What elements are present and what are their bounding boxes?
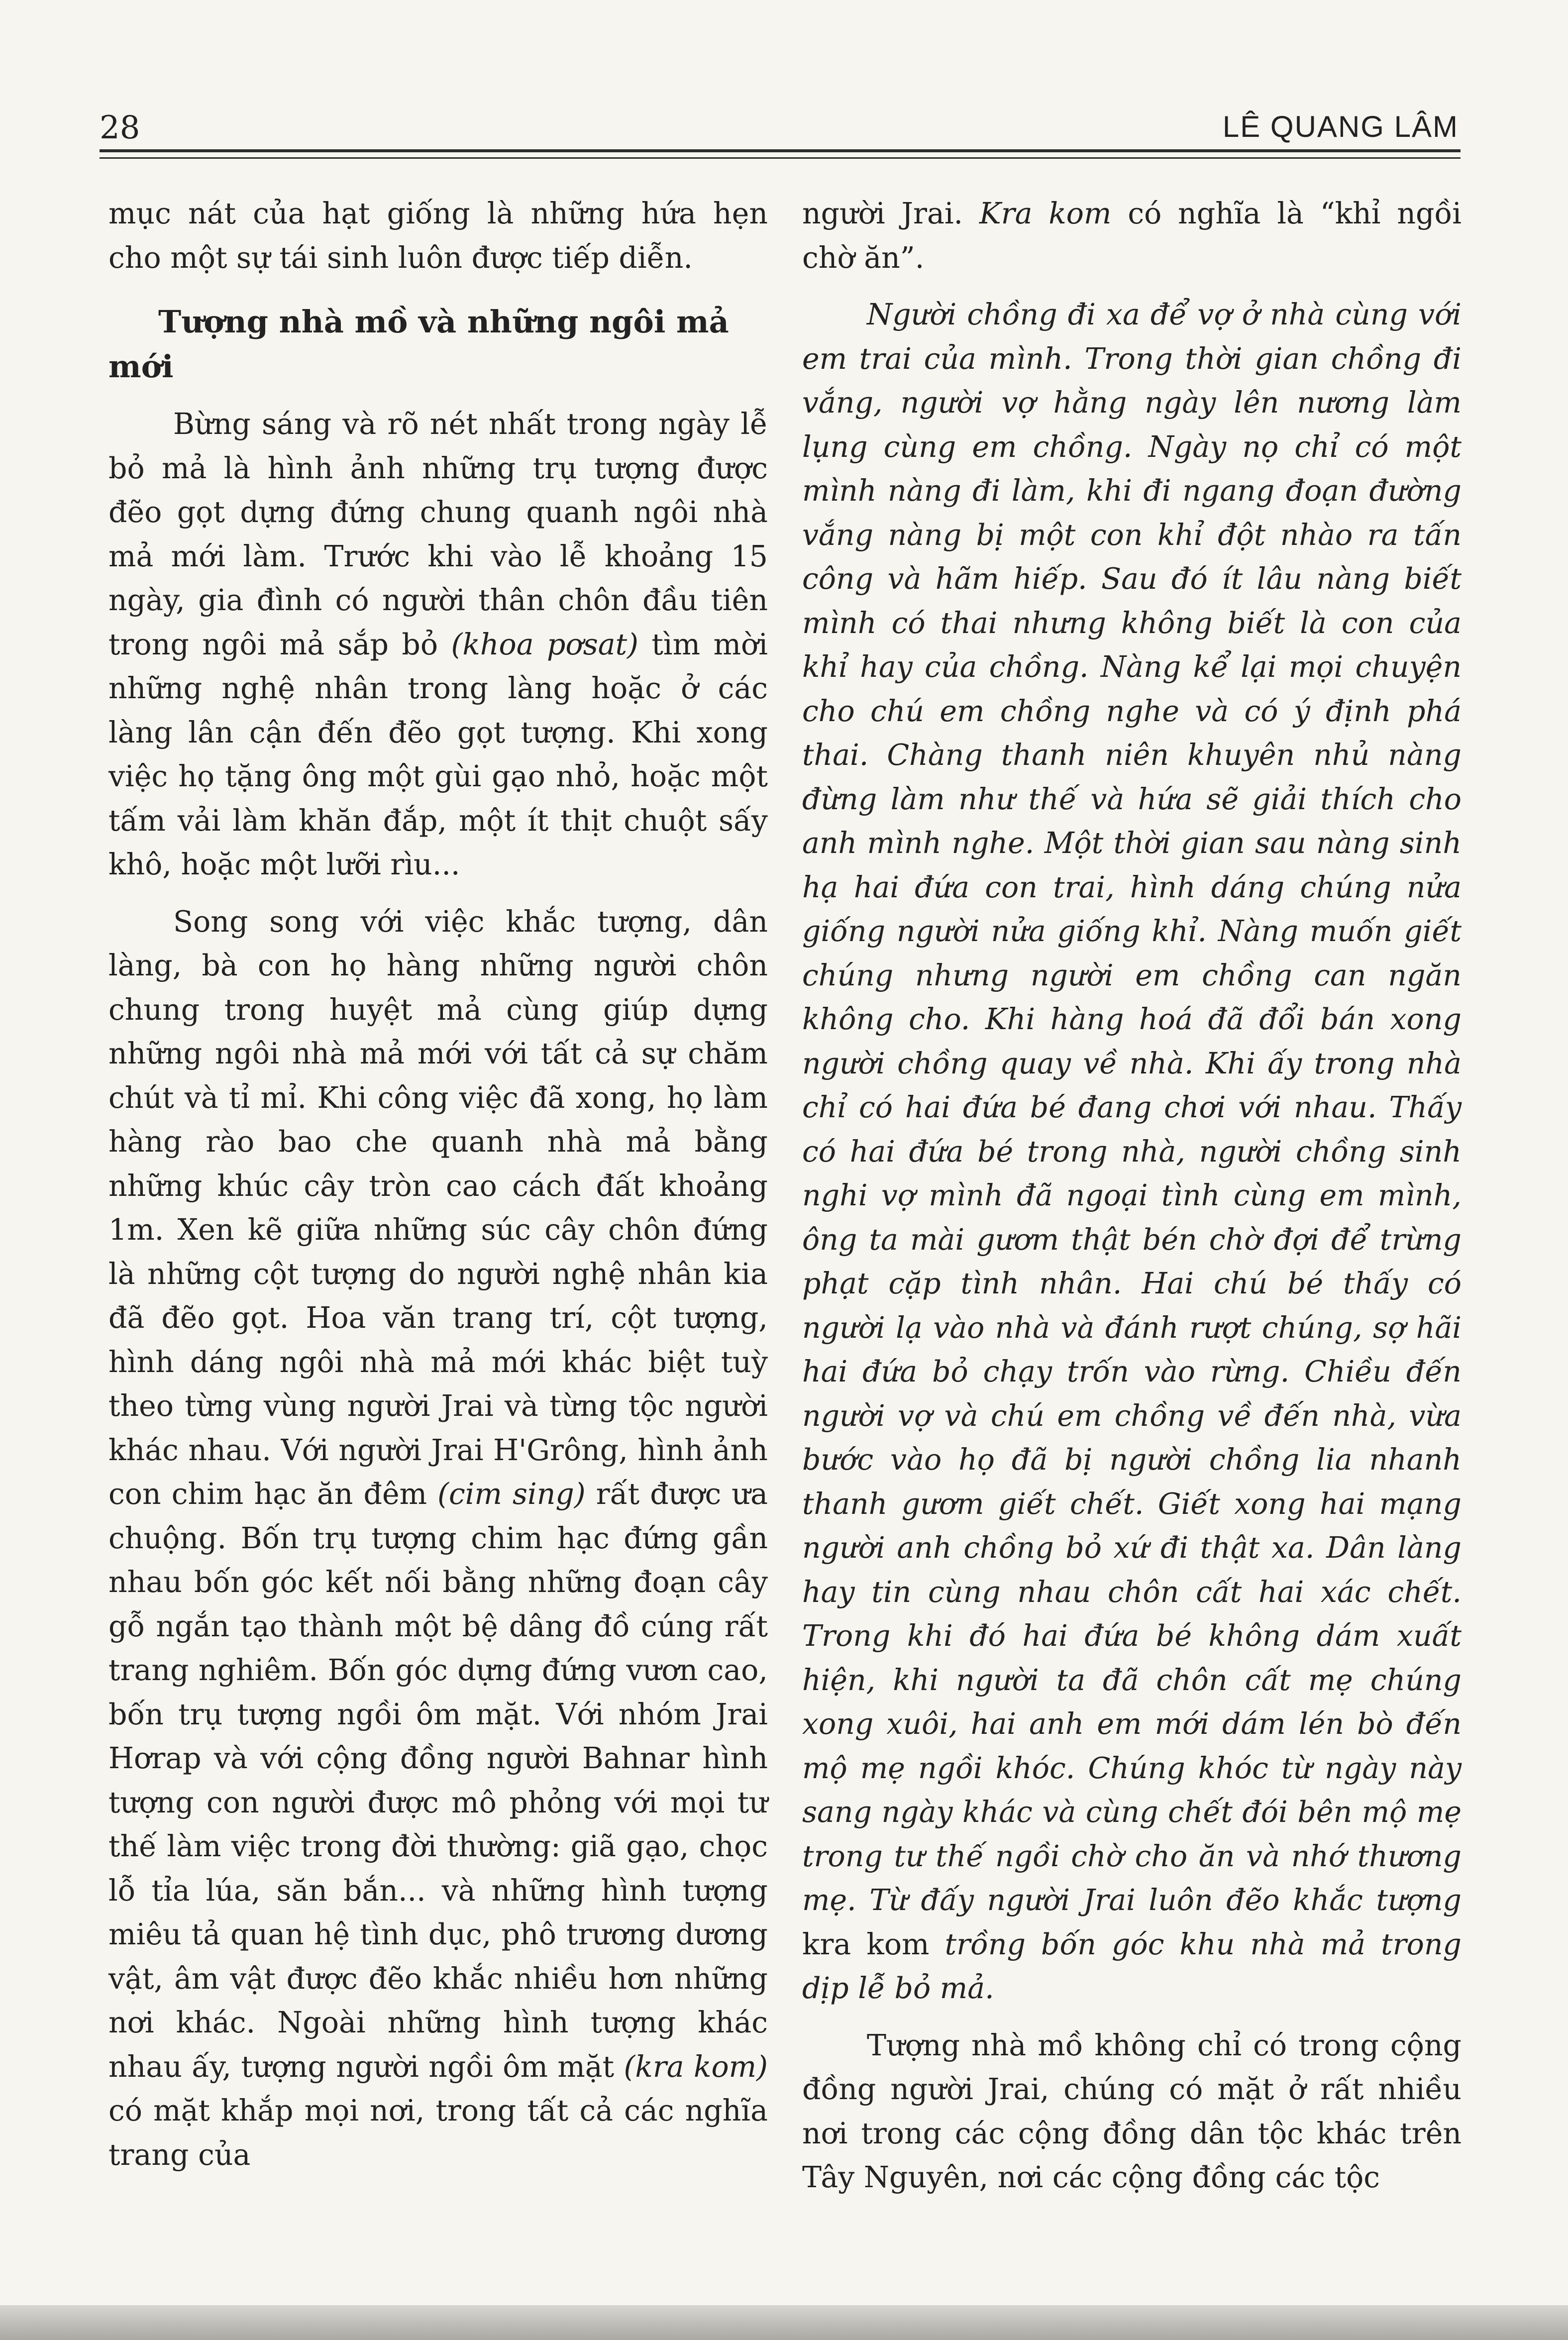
legend-story: Người chồng đi xa để vợ ở nhà cùng với em trai của mình. Trong thời gian chồng đi vắng, người vợ hằng ngày lên nương làm lụng cùng em chồng. Ngày nọ chỉ có một mình nàng đi làm, khi đi ngang đoạn đường vắng nàng bị một con khỉ đột nhào ra tấn công và hãm hiếp. Sau đó ít lâu nàng biết mình có thai nhưng không biết là con của khỉ hay của chồng. Nàng kể lại mọi chuyện cho chú em chồng nghe và có ý định phá thai. Chàng thanh niên khuyên nhủ nàng đừng làm như thế và hứa sẽ giải thích cho anh mình nghe. Một thời gian sau nàng sinh hạ hai đứa con trai, hình dáng chúng nửa giống người nửa giống khỉ. Nàng muốn giết chúng nhưng người em chồng can ngăn không cho. Khi hàng hoá đã đổi bán xong người chồng quay về nhà. Khi ấy trong nhà chỉ có hai đứa bé đang chơi với nhau. Thấy có hai đứa bé trong nhà, người chồng sinh nghi vợ mình đã ngoại tình cùng em mình, ông ta mài gươm thật bén chờ đợi để trừng phạt cặp tình nhân. Hai chú bé thấy có người lạ vào nhà và đánh rượt chúng, sợ hãi hai đứa bỏ chạy trốn vào rừng. Chiều đến người vợ và chú em chồng về đến nhà, vừa bước vào họ đã bị người chồng lia nhanh thanh gươm giết chết. Giết xong hai mạng người anh chồng bỏ xứ đi thật xa. Dân làng hay tin cùng nhau chôn cất hai xác chết. Trong khi đó hai đứa bé không dám xuất hiện, khi người ta đã chôn cất mẹ chúng xong xuôi, hai anh em mới dám lén bò đến mộ mẹ ngồi khóc. Chúng khóc từ ngày này sang ngày khác và cùng chết đói bên mộ mẹ trong tư thế ngồi chờ cho ăn và nhớ thương mẹ. Từ đấy người Jrai luôn đẽo khắc tượng kra kom trồng bốn góc khu nhà mả trong dịp lễ bỏ mả.: [802, 298, 1462, 2005]
paragraph: Bừng sáng và rõ nét nhất trong ngày lễ bỏ mả là hình ảnh những trụ tượng được đẽo gọt dựng đứng chung quanh ngôi nhà mả mới làm. Trước khi vào lễ khoảng 15 ngày, gia đình có người thân chôn đầu tiên trong ngôi mả sắp bỏ (khoa pơsat) tìm mời những nghệ nhân trong làng hoặc ở các làng lân cận đến đẽo gọt tượng. Khi xong việc họ tặng ông một gùi gạo nhỏ, hoặc một tấm vải làm khăn đắp, một ít thịt chuột sấy khô, hoặc một lưỡi rìu...: [108, 407, 768, 881]
term-italic: (khoa pơsat): [451, 627, 638, 661]
left-column: [108, 192, 768, 2177]
section-heading: Tượng nhà mồ và những ngôi mả mới: [108, 304, 729, 385]
term-italic: Kra kom: [979, 197, 1112, 230]
paragraph: Song song với việc khắc tượng, dân làng, bà con họ hàng những người chôn chung trong huyệt mả cùng giúp dựng những ngôi nhà mả mới với tất cả sự chăm chút và tỉ mỉ. Khi công việc đã xong, họ làm hàng rào bao che quanh nhà mả bằng những khúc cây tròn cao cách đất khoảng 1m. Xen kẽ giữa những súc cây chôn đứng là những cột tượng do người nghệ nhân kia đã đẽo gọt. Hoa văn trang trí, cột tượng, hình dáng ngôi nhà mả mới khác biệt tuỳ theo từng vùng người Jrai và từng tộc người khác nhau. Với người Jrai H'Grông, hình ảnh con chim hạc ăn đêm (cim sing) rất được ưa chuộng. Bốn trụ tượng chim hạc đứng gần nhau bốn góc kết nối bằng những đoạn cây gỗ ngắn tạo thành một bệ dâng đồ cúng rất trang nghiêm. Bốn góc dựng đứng vươn cao, bốn trụ tượng ngồi ôm mặt. Với nhóm Jrai Hơrap và với cộng đồng người Bahnar hình tượng con người được mô phỏng với mọi tư thế làm việc trong đời thường: giã gạo, chọc lỗ tỉa lúa, săn bắn... và những hình tượng miêu tả quan hệ tình dục, phô trương dương vật, âm vật được đẽo khắc nhiều hơn những nơi khác. Ngoài những hình tượng khác nhau ấy, tượng người ngồi ôm mặt (kra kom) có mặt khắp mọi nơi, trong tất cả các nghĩa trang của: [108, 904, 768, 2172]
running-head-author: LÊ QUANG LÂM: [1222, 110, 1459, 143]
scan-bottom-edge: [0, 2305, 1568, 2340]
paragraph: Tượng nhà mồ không chỉ có trong cộng đồng người Jrai, chúng có mặt ở rất nhiều nơi trong các cộng đồng dân tộc khác trên Tây Nguyên, nơi các cộng đồng các tộc: [802, 2028, 1462, 2194]
term-italic: (cim sing): [437, 1477, 586, 1511]
paragraph-continued: mục nát của hạt giống là những hứa hẹn cho một sự tái sinh luôn được tiếp diễn.: [108, 197, 768, 275]
term-italic: (kra kom): [624, 2049, 768, 2084]
term-upright: kra kom: [802, 1927, 930, 1961]
page-number: 28: [100, 109, 140, 146]
header-rule-thin: [100, 157, 1461, 159]
right-column: [802, 192, 1462, 2200]
header-rule-thick: [100, 149, 1461, 152]
paragraph-continued: người Jrai. Kra kom có nghĩa là “khỉ ngồi chờ ăn”.: [802, 197, 1462, 275]
